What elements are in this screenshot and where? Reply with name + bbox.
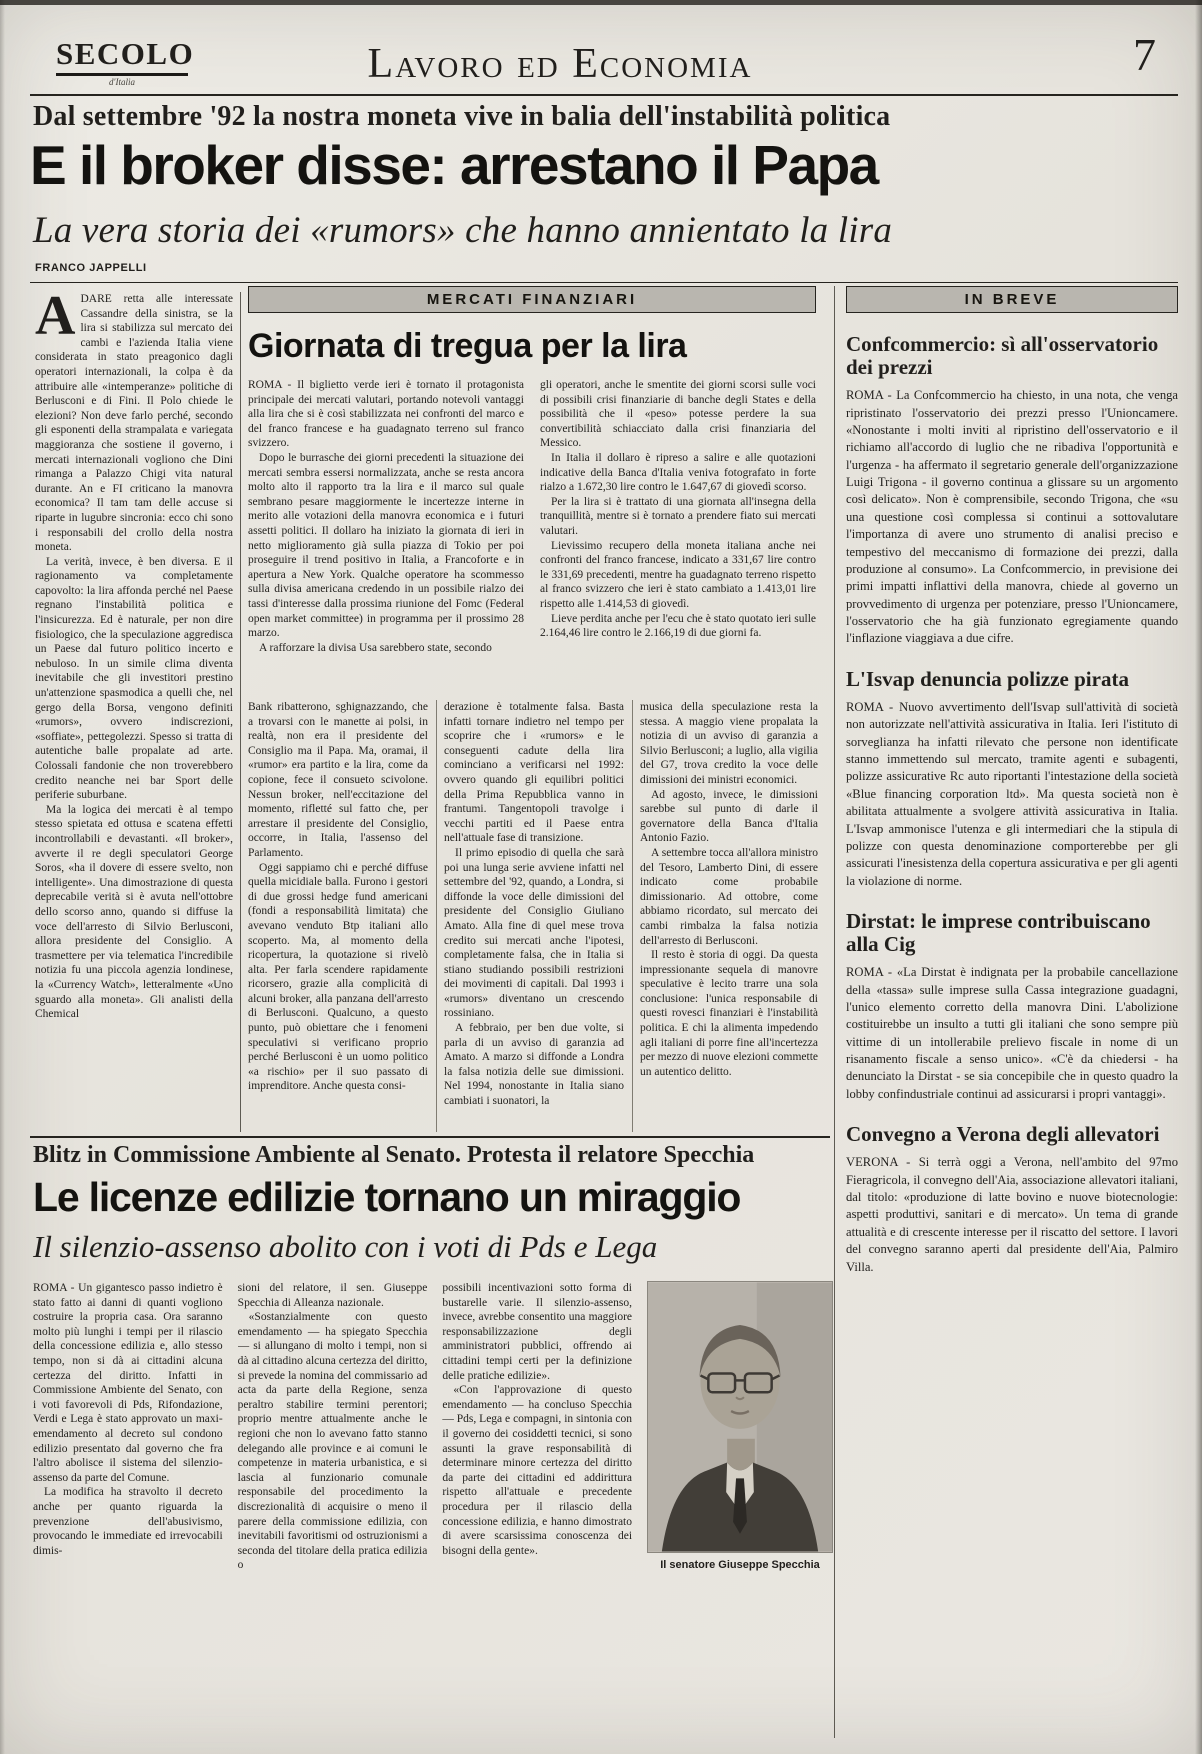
senator-photo — [647, 1281, 833, 1733]
mercati-column-2: gli operatori, anche le smentite dei giorni scorsi sulle voci di possibili crisi finanziarie di banche degli States e della possibilità che il «peso» potesse perdere la sua convertibilità schiacciato dalla crisi finanziaria del Messico. In Italia il dollaro è ripreso a salire e alle quotazioni indicative della Banca d'Italia veniva fotografato in forte rialzo a 1.672,30 lire contro le 1.647,67 di giovedì scorso. Per la lira si è trattato di una giornata all'insegna della tranquillità, mentre si è tornato a prendere fiato sui mercati valutari. Lievissimo recupero della moneta italiana anche nei confronti del franco francese, indicato a 331,67 lire contro le 331,69 precedenti, mentre ha guadagnato terreno rispetto al franco svizzero che ieri è stato cambiato a 1.413,01 lire rispetto alle 1.414,53 di giovedì. Lieve perdita anche per l'ecu che è stato quotato ieri sulle 2.164,46 lire contro le 2.166,19 di due giorni fa. — [540, 379, 816, 640]
lead-column-2: Bank ribatterono, sghignazzando, che a trovarsi con le manette ai polsi, in realtà, non era il presidente del Consiglio ma il Papa. Ma, oramai, il «rumor» era partito e la lira, come da copione, fece il consueto scivolone. Nessun broker, nell'eccitazione del momento, rifletté sul fatto che, per arrestare il presidente del Consiglio, occorre, in Italia, l'assenso del Parlamento. Oggi sappiamo chi e perché diffuse quella micidiale balla. Furono i gestori di due grossi hedge fund americani (fondi a responsabilità limitata) che avevano venduto Btp italiani allo scoperto. Ma, al momento della ricopertura, la quotazione si rivelò alta. Per farla scendere rapidamente ricorsero, grazie alla complicità di alcuni broker, alla panzana dell'arresto di Berlusconi. Qualcuno, a questo punto, può obiettare che i fenomeni speculativi si verificano proprio perché Berlusconi è un uomo politico «a rischio» per il suo passato di imprenditore. Anche questa consi- — [248, 701, 428, 1093]
senator-portrait-image — [647, 1281, 833, 1553]
column-divider-2 — [834, 286, 835, 1738]
brief-title: Confcommercio: sì all'osservatorio dei prezzi — [846, 332, 1159, 380]
brief-title: Dirstat: le imprese contribuiscano alla Cig — [846, 909, 1151, 957]
brief-item-isvap — [846, 668, 1178, 890]
licenze-column-1: ROMA - Un gigantesco passo indietro è stato fatto ai danni di quanti vogliono costruire la propria casa. Ora saranno molto più lunghi i tempi per il rilascio della concessione edilizia e, allo stesso tempo, non si dà ai cittadini alcuna certezza del diritto. Infatti in Commissione Ambiente del Senato, con i voti favorevoli di Pds, Rifondazione, Verdi e Lega è stato approvato un maxi-emendamento al decreto sul condono edilizio presentato dal governo che fra l'altro abolisce il sistema del silenzio-assenso da parte del Comune. La modifica ha stravolto il decreto anche per quanto riguarda la prevenzione dell'abusivismo, provocando le immediate ed irrevocabili dimis- — [33, 1282, 223, 1557]
lead-column-1 — [35, 292, 233, 1132]
brief-body: ROMA - Nuovo avvertimento dell'Isvap sull'attività di società non autorizzate nell'attività assicurativa in Italia. Ieri l'istituto di sorveglianza ha infatti rilevato che persone non identificate stanno immettendo sul mercato, tramite agenti e subagenti, polizze assicurative Rc auto riportanti l'intestazione della società «Blue financing corporation ltd». Ma questa società non è abilitata attualmente a svolgere attività assicurativa in Italia. L'Isvap ammonisce l'utenza e gli intermediari che la stipula di polizze con questa denominazione comporterebbe per gli assicurati l'inesistenza della copertura assicurativa e per gli agenti la violazione di norme. — [846, 699, 1178, 888]
lead-column-1-text: DARE retta alle interessate Cassandre della sinistra, se la lira si stabilizza sul mercato dei cambi e l'azienda Italia viene considerata in stato preagonico dagli operatori internazionali, la colpa è da attribuire alle «intemperanze» politiche di Berlusconi e di Fini. Il Polo chiede le elezioni? Non deve farlo perché, secondo gli esponenti della strampalata e variegata maggioranza che sostiene il governo, i mercati internazionali vogliono che Dini rimanga a Palazzo Chigi vita natural durante. An e FI criticano la manovra economica? Il tam tam delle accuse si riparte in lugubre sincronia: ecco chi sono i responsabili del crollo della nostra moneta. La verità, invece, è ben diversa. E il ragionamento va completamente capovolto: la lira affonda perché nel Paese regnano l'instabilità politica e l'insicurezza. Ed è naturale, per non dire fisiologico, che la speculazione aggredisca un Paese dal futuro politico incerto e nebuloso. In un simile clima diventa inevitabile che gli investitori prestino un'attenzione spasmodica a quelli che, nel gergo della Borsa, vengono definiti «rumors», ovvero indiscrezioni, «soffiate», pettegolezzi. Spesso si tratta di autentiche balle propalate ad arte. Colossali fandonie che non troverebbero credito neanche nei bar Sport delle periferie suburbane. Ma la logica dei mercati è al tempo stesso spietata ed ottusa e scatena effetti incontrollabili e devastanti. «Il broker», avverte il re degli speculatori George Soros, «ha il dovere di essere svelto, non intelligente». Una dimostrazione di questa deprecabile verità si è avuta nell'ottobre dello scorso anno, quando si diffuse la voce dell'arresto di Silvio Berlusconi, allora presidente del Consiglio. A trasmettere per via telematica l'incredibile notizia fu una piccola agenzia londinese, la «Currency Watch», letteralmente «Uno sguardo alla moneta». Gli analisti della Chemical — [35, 293, 233, 1021]
scan-artifact-right-edge — [1195, 0, 1202, 1754]
column-divider-4 — [632, 700, 633, 1132]
inbreve-header-bar: IN BREVE — [846, 286, 1178, 313]
drop-cap: A — [35, 292, 76, 347]
page-number: 7 — [1133, 29, 1156, 80]
scan-artifact-left-edge — [0, 0, 5, 1754]
brief-body: ROMA - La Confcommercio ha chiesto, in una nota, che venga ripristinato l'osservatorio dei prezzi presso l'Unioncamere. «Nonostante i molti inviti al ripristino dell'osservatorio e il richiamo all'accordo di luglio che ne ribadiva l'opportunità e l'urgenza - ha affermato il segretario generale dell'organizzazione Luigi Trigona - il governo continua a glissare su un argomento così delicato». Non è comprensibile, secondo Trigona, che «su una questione così complessa si continui a sottovalutare l'importanza di avere uno strumento di analisi preciso e tempestivo del meccanismo di formazione dei prezzi, dalla produzione al consumo». La Confcommercio, in previsione dei primi impatti inflattivi della manovra, chiede al governo un provvedimento di urgenza per potenziare, presso l'Unioncamere, l'osservatorio che ha già funzionato egregiamente quando l'inflazione viaggiava a due cifre. — [846, 388, 1178, 646]
licenze-kicker: Blitz in Commissione Ambiente al Senato. Protesta il relatore Specchia — [33, 1142, 755, 1168]
byline-divider — [30, 282, 1178, 283]
licenze-column-2: sioni del relatore, il sen. Giuseppe Specchia di Alleanza nazionale. «Sostanzialmente con questo emendamento — ha spiegato Specchia — si allungano di molto i tempi, non si dà al cittadino alcuna certezza del diritto, si prevede la nomina del commissario ad acta da parte della Regione, senza peraltro stabilire termini perentori; proprio mentre attualmente anche le regioni che non lo avevano fatto stanno delegando alle province e ai comuni le competenze in materia urbanistica, e si lascia al funzionario comunale responsabile del procedimento la discrezionalità di acquisire o meno il parere della commissione edilizia, con inevitabili favoritismi od ostruzionismi a seconda del titolare della pratica edilizia o — [237, 1282, 428, 1572]
brief-title: L'Isvap denuncia polizze pirata — [846, 666, 1129, 691]
brief-item-convegno — [846, 1123, 1178, 1276]
licenze-column-3: possibili incentivazioni sotto forma di bustarelle varie. Il silenzio-assenso, invece, avrebbe consentito una maggiore responsabilizzazione degli amministratori pubblici, offrendo ai cittadini tempi certi per la definizione delle pratiche edilizie». «Con l'approvazione di questo emendamento — ha concluso Specchia — Pds, Lega e compagni, in sintonia con il governo dei cosiddetti tecnici, si sono assunti la grave responsabilità di determinare minore certezza del diritto da parte dei cittadini ed addirittura rispetto all'attuale e precedente procedura per il rilascio della concessione edilizia, e hanno dimostrato di avere scarsissima conoscenza dei bisogni della gente». — [442, 1282, 633, 1557]
masthead-logo-subtitle: d'Italia — [109, 77, 135, 87]
mercati-section — [248, 286, 816, 672]
licenze-deck: Il silenzio-assenso abolito con i voti di Pds e Lega — [33, 1229, 658, 1264]
brief-body: ROMA - «La Dirstat è indignata per la probabile cancellazione della «tassa» sulle imprese sulla Cassa integrazione guadagni, l'unico elemento corretto della manovra Dini. L'abolizione costituirebbe un insulto a tutti gli italiani che sono sempre più vittime di un intollerabile prelievo fiscale in nome di un risanamento fiscale a senso unico». «C'è da chiedersi - ha denunciato la Dirstat - se sia concepibile che in questo quadro la lobby confindustriale continui ad assicurarsi i propri vantaggi». — [846, 965, 1178, 1101]
lead-kicker: Dal settembre '92 la nostra moneta vive in balia dell'instabilità politica — [33, 101, 891, 132]
photo-caption: Il senatore Giuseppe Specchia — [660, 1559, 820, 1571]
brief-item-confcommercio — [846, 333, 1178, 648]
lead-column-3: derazione è totalmente falsa. Basta infatti tornare indietro nel tempo per scoprire che i «rumors» e le conseguenti cadute della lira cominciano a verificarsi nel 1992: ovvero quando gli equilibri politici della Prima Repubblica vanno in frantumi. Tangentopoli travolge i vecchi partiti ed il Paese entra nell'attuale fase di transizione. Il primo episodio di quella che sarà poi una lunga serie avviene infatti nel settembre del '92, quando, a Londra, si diffonde la voce delle dimissioni del presidente del Consiglio Giuliano Amato. Alla fine di quel mese trova credito sui mercati anche l'ipotesi, completamente falsa, che in Italia si stiano studiando possibili restrizioni dei movimenti di capitali. Dal 1993 i «rumors» diventano un crescendo rossiniano. A febbraio, per ben due volte, si parla di un avviso di garanzia ad Amato. A marzo si diffonde a Londra la falsa notizia delle sue dimissioni. Nel 1994, nonostante in Italia siano cambiati i suonatori, la — [444, 701, 624, 1108]
scan-artifact-top-edge — [0, 0, 1202, 5]
column-divider-3 — [436, 700, 437, 1132]
mercati-headline: Giornata di tregua per la lira — [248, 327, 687, 365]
licenze-section — [33, 1142, 833, 1733]
brief-item-dirstat — [846, 910, 1178, 1103]
brief-body: VERONA - Si terrà oggi a Verona, nell'ambito del 97mo Fieragricola, il convegno dell'Aia, associazione allevatori italiani, dal titolo: «produzione di latte bovino e nuove biotecnologie: aspetti produttivi, sanitari e di mercato». Un tema di grande attualità e di crescente interesse per il riscatto del settore. I lavori del convegno saranno aperti dal presidente dell'Aia, Palmiro Villa. — [846, 1155, 1178, 1274]
masthead-divider — [30, 94, 1178, 96]
mercati-column-1: ROMA - Il biglietto verde ieri è tornato il protagonista principale dei mercati valutari, portando notevoli vantaggi alla lira che si è così stabilizzata nei confronti del marco e del franco francese e ha guadagnato terreno sul franco svizzero. Dopo le burrasche dei giorni precedenti la situazione dei mercati sembra essersi normalizzata, anche se resta ancora molto alto il rapporto tra la lira e il marco sul quale sembrano pesare maggiormente le incertezze interne in merito alle votazioni della manovra economica e i futuri assetti politici. Il dollaro ha iniziato la giornata di ieri in netto miglioramento già sulla piazza di Tokio per poi proseguire il trend positivo in Italia, a Francoforte e in apertura a New York. Qualche operatore ha scommesso sulla divisa americana credendo in un possibile rialzo dei tassi d'interesse dalla prossima riunione del Fomc (Federal open market committee) in programma per il prossimo 28 marzo. A rafforzare la divisa Usa sarebbero state, secondo — [248, 379, 524, 654]
lead-column-4: musica della speculazione resta la stessa. A maggio viene propalata la notizia di un avviso di garanzia a Silvio Berlusconi; a luglio, alla vigilia del G7, trova credito la voce delle dimissioni dei ministri economici. Ad agosto, invece, le dimissioni sarebbe sul punto di darle il governatore della Banca d'Italia Antonio Fazio. A settembre tocca all'allora ministro del Tesoro, Lamberto Dini, di essere indicato come probabile dimissionario. Ad ottobre, come abbiamo ricordato, sul mercato dei cambi rimbalza la falsa notizia dell'arresto di Berlusconi. Il resto è storia di oggi. Da questa impressionante sequela di manovre speculative è lecito trarre una sola conclusione: l'unica responsabile di questi rovesci finanziari è l'instabilità politica. E chi la alimenta impedendo agli italiani di porre fine all'incertezza per mezzo di nuove elezioni commette un autentico delitto. — [640, 701, 818, 1078]
masthead-logo — [56, 36, 195, 87]
column-divider-1 — [240, 292, 241, 1132]
lead-headline: E il broker disse: arrestano il Papa — [30, 134, 878, 196]
lead-deck: La vera storia dei «rumors» che hanno annientato la lira — [33, 210, 893, 251]
inbreve-section — [846, 286, 1178, 1276]
section-title: Lavoro ed Economia — [367, 41, 753, 87]
licenze-headline: Le licenze edilizie tornano un miraggio — [33, 1174, 741, 1220]
brief-title: Convegno a Verona degli allevatori — [846, 1122, 1160, 1147]
mercati-header-bar: MERCATI FINANZIARI — [248, 286, 816, 313]
bottom-section-divider — [30, 1136, 830, 1138]
masthead-logo-text: SECOLO — [56, 36, 188, 76]
byline: FRANCO JAPPELLI — [35, 262, 147, 274]
